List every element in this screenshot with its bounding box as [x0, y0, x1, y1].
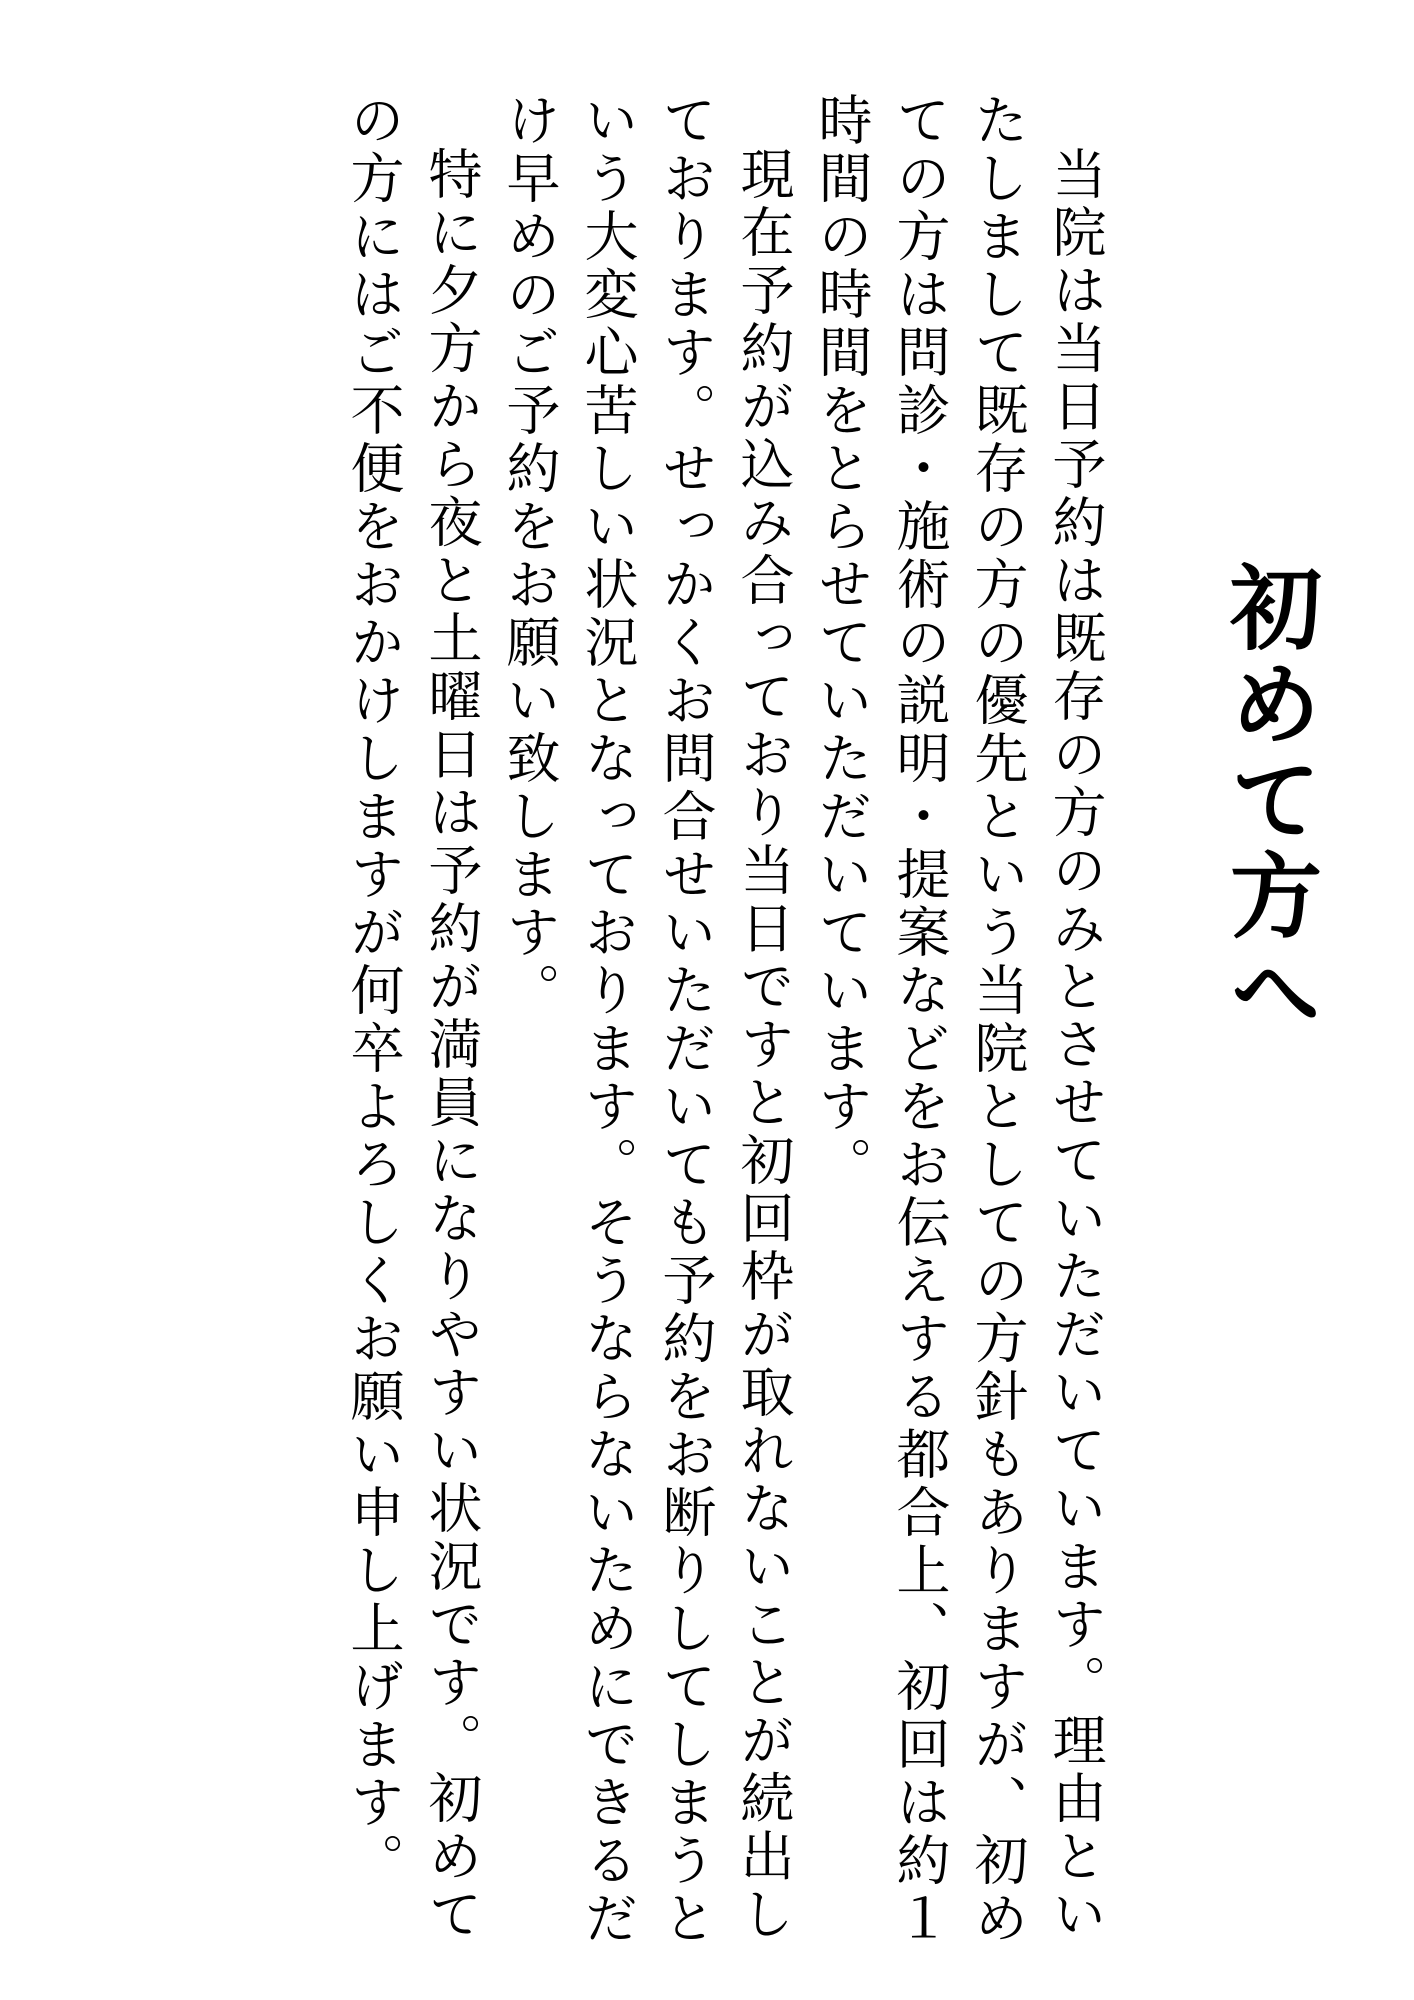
notice-title: 初めて方へ — [1215, 560, 1322, 1040]
paragraph-busy-times: 特に夕方から夜と土曜日は予約が満員になりやすい状況です。初めての方にはご不便をおかけしますが何卒よろしくお願い申し上げます。 — [342, 92, 483, 1944]
paragraph-same-day-policy: 当院は当日予約は既存の方のみとさせていただいています。理由といたしまして既存の方の優先という当院としての方針もありますが、初めての方は問診・施術の説明・提案などをお伝えする都合上、初回は約１時間の時間をとらせていただいています。 — [810, 92, 1107, 1948]
paragraph-booking-status: 現在予約が込み合っており当日ですと初回枠が取れないことが続出しております。せっかくお問合せいただいても予約をお断りしてしまうという大変心苦しい状況となっております。そうならないためにできるだけ早めのご予約をお願い致します。 — [498, 92, 795, 1948]
notice-body — [334, 92, 1114, 1952]
